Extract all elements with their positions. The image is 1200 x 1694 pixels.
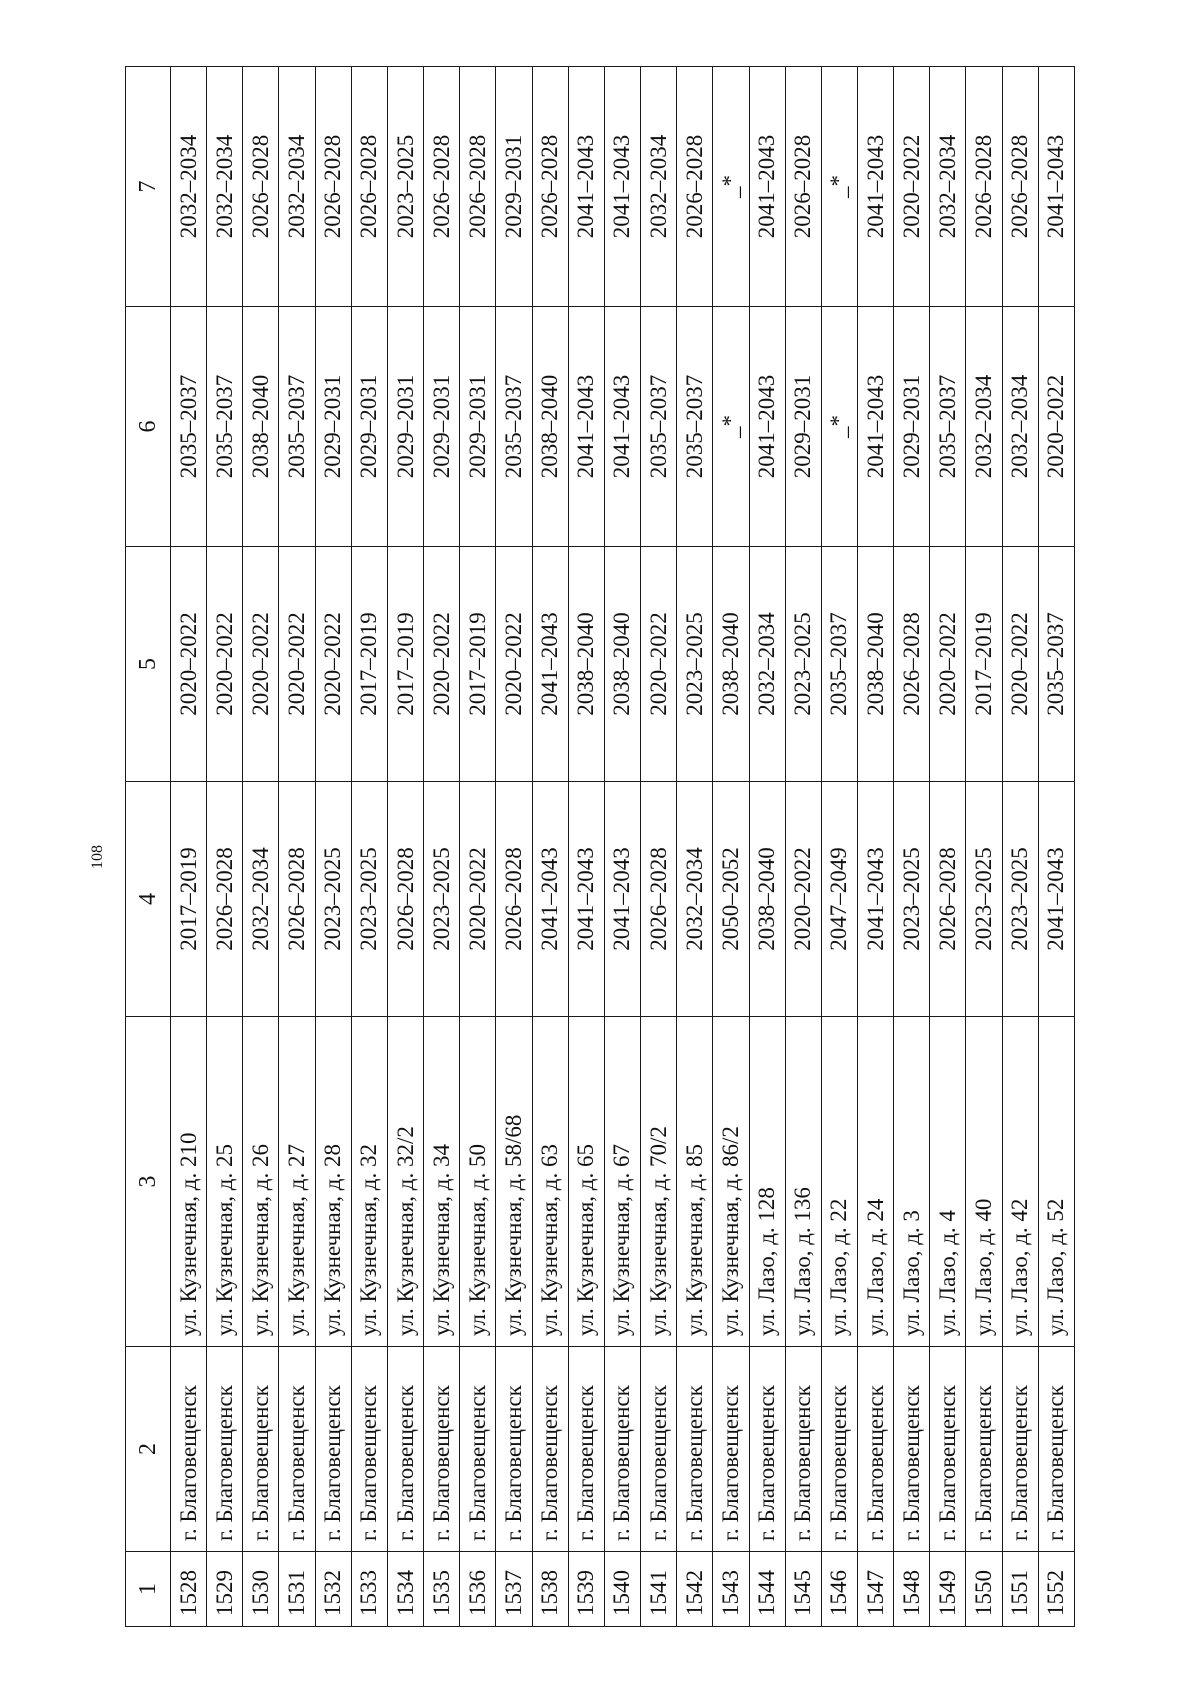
period-cell: 2041–2043	[857, 307, 893, 547]
row-number: 1545	[785, 1552, 821, 1627]
period-cell: 2026–2028	[279, 782, 315, 1017]
table-header-row	[126, 67, 171, 1627]
row-number: 1551	[1002, 1552, 1038, 1627]
period-cell: 2032–2034	[1002, 307, 1038, 547]
period-cell: 2041–2043	[857, 67, 893, 307]
row-number: 1535	[424, 1552, 460, 1627]
city-cell: г. Благовещенск	[532, 1347, 568, 1552]
period-cell: 2029–2031	[785, 307, 821, 547]
period-cell: 2041–2043	[857, 782, 893, 1017]
period-cell: 2026–2028	[677, 67, 713, 307]
page-number: 108	[89, 845, 106, 869]
column-header: 7	[126, 67, 171, 307]
city-cell: г. Благовещенск	[894, 1347, 930, 1552]
period-cell: 2026–2028	[351, 67, 387, 307]
city-cell: г. Благовещенск	[713, 1347, 749, 1552]
period-cell: 2029–2031	[460, 307, 496, 547]
period-cell: _*	[821, 307, 857, 547]
period-cell: 2047–2049	[821, 782, 857, 1017]
period-cell: 2035–2037	[207, 307, 243, 547]
period-cell: 2041–2043	[749, 307, 785, 547]
address-cell: ул. Кузнечная, д. 67	[604, 1017, 640, 1347]
period-cell: 2035–2037	[677, 307, 713, 547]
period-cell: 2026–2028	[460, 67, 496, 307]
address-cell: ул. Лазо, д. 24	[857, 1017, 893, 1347]
period-cell: 2026–2028	[387, 782, 423, 1017]
table-row	[894, 67, 930, 1627]
period-cell: 2038–2040	[857, 547, 893, 782]
period-cell: 2020–2022	[1038, 307, 1074, 547]
period-cell: 2029–2031	[496, 67, 532, 307]
period-cell: 2041–2043	[604, 307, 640, 547]
table-row	[532, 67, 568, 1627]
period-cell: 2023–2025	[1002, 782, 1038, 1017]
table-row	[496, 67, 532, 1627]
city-cell: г. Благовещенск	[641, 1347, 677, 1552]
city-cell: г. Благовещенск	[821, 1347, 857, 1552]
table-row	[930, 67, 966, 1627]
table-row	[785, 67, 821, 1627]
period-cell: 2041–2043	[532, 547, 568, 782]
period-cell: 2020–2022	[279, 547, 315, 782]
city-cell: г. Благовещенск	[207, 1347, 243, 1552]
city-cell: г. Благовещенск	[857, 1347, 893, 1552]
period-cell: 2029–2031	[894, 307, 930, 547]
city-cell: г. Благовещенск	[496, 1347, 532, 1552]
address-cell: ул. Лазо, д. 4	[930, 1017, 966, 1347]
period-cell: 2026–2028	[1002, 67, 1038, 307]
period-cell: 2029–2031	[351, 307, 387, 547]
period-cell: 2026–2028	[641, 782, 677, 1017]
period-cell: 2032–2034	[207, 67, 243, 307]
period-cell: 2029–2031	[387, 307, 423, 547]
row-number: 1533	[351, 1552, 387, 1627]
period-cell: 2017–2019	[387, 547, 423, 782]
table-row	[351, 67, 387, 1627]
city-cell: г. Благовещенск	[279, 1347, 315, 1552]
table-row	[677, 67, 713, 1627]
city-cell: г. Благовещенск	[387, 1347, 423, 1552]
period-cell: _*	[821, 67, 857, 307]
row-number: 1542	[677, 1552, 713, 1627]
row-number: 1546	[821, 1552, 857, 1627]
period-cell: 2041–2043	[568, 67, 604, 307]
period-cell: 2026–2028	[930, 782, 966, 1017]
period-cell: 2032–2034	[930, 67, 966, 307]
period-cell: 2035–2037	[279, 307, 315, 547]
period-cell: 2041–2043	[568, 307, 604, 547]
city-cell: г. Благовещенск	[930, 1347, 966, 1552]
period-cell: 2020–2022	[243, 547, 279, 782]
column-header: 3	[126, 1017, 171, 1347]
column-header: 5	[126, 547, 171, 782]
period-cell: 2038–2040	[749, 782, 785, 1017]
period-cell: 2020–2022	[1002, 547, 1038, 782]
period-cell: 2032–2034	[966, 307, 1002, 547]
table-row	[1038, 67, 1074, 1627]
address-cell: ул. Кузнечная, д. 63	[532, 1017, 568, 1347]
period-cell: 2035–2037	[171, 307, 207, 547]
city-cell: г. Благовещенск	[1002, 1347, 1038, 1552]
city-cell: г. Благовещенск	[604, 1347, 640, 1552]
table-row	[279, 67, 315, 1627]
row-number: 1550	[966, 1552, 1002, 1627]
column-header: 1	[126, 1552, 171, 1627]
period-cell: 2023–2025	[677, 547, 713, 782]
city-cell: г. Благовещенск	[677, 1347, 713, 1552]
period-cell: 2026–2028	[894, 547, 930, 782]
period-cell: 2020–2022	[930, 547, 966, 782]
period-cell: 2017–2019	[171, 782, 207, 1017]
row-number: 1537	[496, 1552, 532, 1627]
period-cell: 2026–2028	[532, 67, 568, 307]
period-cell: 2017–2019	[460, 547, 496, 782]
table-row	[713, 67, 749, 1627]
period-cell: 2041–2043	[568, 782, 604, 1017]
address-cell: ул. Кузнечная, д. 28	[315, 1017, 351, 1347]
table-row	[749, 67, 785, 1627]
rotated-table-container	[125, 67, 1075, 1627]
address-cell: ул. Кузнечная, д. 86/2	[713, 1017, 749, 1347]
period-cell: 2029–2031	[315, 307, 351, 547]
period-cell: 2050–2052	[713, 782, 749, 1017]
row-number: 1539	[568, 1552, 604, 1627]
table-row	[1002, 67, 1038, 1627]
address-cell: ул. Кузнечная, д. 58/68	[496, 1017, 532, 1347]
period-cell: 2026–2028	[966, 67, 1002, 307]
address-cell: ул. Кузнечная, д. 210	[171, 1017, 207, 1347]
row-number: 1541	[641, 1552, 677, 1627]
period-cell: 2038–2040	[568, 547, 604, 782]
address-cell: ул. Лазо, д. 22	[821, 1017, 857, 1347]
period-cell: 2023–2025	[387, 67, 423, 307]
address-cell: ул. Лазо, д. 136	[785, 1017, 821, 1347]
column-header: 4	[126, 782, 171, 1017]
repair-schedule-table	[125, 66, 1075, 1627]
period-cell: 2020–2022	[315, 547, 351, 782]
row-number: 1552	[1038, 1552, 1074, 1627]
city-cell: г. Благовещенск	[315, 1347, 351, 1552]
table-row	[207, 67, 243, 1627]
address-cell: ул. Лазо, д. 52	[1038, 1017, 1074, 1347]
city-cell: г. Благовещенск	[243, 1347, 279, 1552]
row-number: 1529	[207, 1552, 243, 1627]
city-cell: г. Благовещенск	[785, 1347, 821, 1552]
period-cell: 2023–2025	[894, 782, 930, 1017]
period-cell: 2035–2037	[496, 307, 532, 547]
period-cell: 2023–2025	[785, 547, 821, 782]
row-number: 1532	[315, 1552, 351, 1627]
table-row	[387, 67, 423, 1627]
period-cell: 2038–2040	[243, 307, 279, 547]
address-cell: ул. Кузнечная, д. 50	[460, 1017, 496, 1347]
row-number: 1540	[604, 1552, 640, 1627]
table-row	[424, 67, 460, 1627]
table-row	[568, 67, 604, 1627]
period-cell: 2017–2019	[966, 547, 1002, 782]
address-cell: ул. Кузнечная, д. 34	[424, 1017, 460, 1347]
period-cell: 2026–2028	[243, 67, 279, 307]
address-cell: ул. Кузнечная, д. 32/2	[387, 1017, 423, 1347]
row-number: 1530	[243, 1552, 279, 1627]
period-cell: 2020–2022	[894, 67, 930, 307]
period-cell: 2023–2025	[351, 782, 387, 1017]
period-cell: 2035–2037	[641, 307, 677, 547]
city-cell: г. Благовещенск	[460, 1347, 496, 1552]
period-cell: 2035–2037	[821, 547, 857, 782]
period-cell: 2038–2040	[604, 547, 640, 782]
row-number: 1543	[713, 1552, 749, 1627]
period-cell: 2020–2022	[424, 547, 460, 782]
period-cell: _*	[713, 307, 749, 547]
period-cell: _*	[713, 67, 749, 307]
city-cell: г. Благовещенск	[424, 1347, 460, 1552]
city-cell: г. Благовещенск	[1038, 1347, 1074, 1552]
period-cell: 2032–2034	[171, 67, 207, 307]
period-cell: 2038–2040	[713, 547, 749, 782]
table-row	[243, 67, 279, 1627]
period-cell: 2020–2022	[641, 547, 677, 782]
address-cell: ул. Кузнечная, д. 26	[243, 1017, 279, 1347]
period-cell: 2026–2028	[424, 67, 460, 307]
address-cell: ул. Лазо, д. 40	[966, 1017, 1002, 1347]
period-cell: 2032–2034	[279, 67, 315, 307]
row-number: 1549	[930, 1552, 966, 1627]
row-number: 1538	[532, 1552, 568, 1627]
table-row	[966, 67, 1002, 1627]
period-cell: 2035–2037	[930, 307, 966, 547]
column-header: 2	[126, 1347, 171, 1552]
address-cell: ул. Кузнечная, д. 25	[207, 1017, 243, 1347]
period-cell: 2017–2019	[351, 547, 387, 782]
city-cell: г. Благовещенск	[966, 1347, 1002, 1552]
row-number: 1544	[749, 1552, 785, 1627]
period-cell: 2032–2034	[677, 782, 713, 1017]
period-cell: 2020–2022	[460, 782, 496, 1017]
table-row	[171, 67, 207, 1627]
period-cell: 2020–2022	[207, 547, 243, 782]
period-cell: 2020–2022	[785, 782, 821, 1017]
period-cell: 2035–2037	[1038, 547, 1074, 782]
period-cell: 2029–2031	[424, 307, 460, 547]
table-row	[821, 67, 857, 1627]
row-number: 1547	[857, 1552, 893, 1627]
period-cell: 2026–2028	[785, 67, 821, 307]
address-cell: ул. Лазо, д. 128	[749, 1017, 785, 1347]
address-cell: ул. Лазо, д. 3	[894, 1017, 930, 1347]
table-row	[641, 67, 677, 1627]
address-cell: ул. Кузнечная, д. 85	[677, 1017, 713, 1347]
period-cell: 2020–2022	[496, 547, 532, 782]
period-cell: 2032–2034	[749, 547, 785, 782]
period-cell: 2041–2043	[604, 67, 640, 307]
period-cell: 2023–2025	[315, 782, 351, 1017]
address-cell: ул. Кузнечная, д. 27	[279, 1017, 315, 1347]
table-row	[857, 67, 893, 1627]
period-cell: 2041–2043	[1038, 782, 1074, 1017]
period-cell: 2023–2025	[424, 782, 460, 1017]
period-cell: 2023–2025	[966, 782, 1002, 1017]
address-cell: ул. Лазо, д. 42	[1002, 1017, 1038, 1347]
row-number: 1548	[894, 1552, 930, 1627]
table-row	[315, 67, 351, 1627]
period-cell: 2032–2034	[243, 782, 279, 1017]
city-cell: г. Благовещенск	[568, 1347, 604, 1552]
city-cell: г. Благовещенск	[351, 1347, 387, 1552]
period-cell: 2041–2043	[532, 782, 568, 1017]
period-cell: 2032–2034	[641, 67, 677, 307]
period-cell: 2038–2040	[532, 307, 568, 547]
row-number: 1536	[460, 1552, 496, 1627]
period-cell: 2026–2028	[207, 782, 243, 1017]
row-number: 1531	[279, 1552, 315, 1627]
address-cell: ул. Кузнечная, д. 70/2	[641, 1017, 677, 1347]
city-cell: г. Благовещенск	[749, 1347, 785, 1552]
address-cell: ул. Кузнечная, д. 32	[351, 1017, 387, 1347]
row-number: 1528	[171, 1552, 207, 1627]
city-cell: г. Благовещенск	[171, 1347, 207, 1552]
period-cell: 2020–2022	[171, 547, 207, 782]
period-cell: 2041–2043	[749, 67, 785, 307]
table-row	[604, 67, 640, 1627]
table-body	[171, 67, 1075, 1627]
address-cell: ул. Кузнечная, д. 65	[568, 1017, 604, 1347]
period-cell: 2041–2043	[604, 782, 640, 1017]
period-cell: 2026–2028	[496, 782, 532, 1017]
column-header: 6	[126, 307, 171, 547]
period-cell: 2026–2028	[315, 67, 351, 307]
table-row	[460, 67, 496, 1627]
row-number: 1534	[387, 1552, 423, 1627]
period-cell: 2041–2043	[1038, 67, 1074, 307]
